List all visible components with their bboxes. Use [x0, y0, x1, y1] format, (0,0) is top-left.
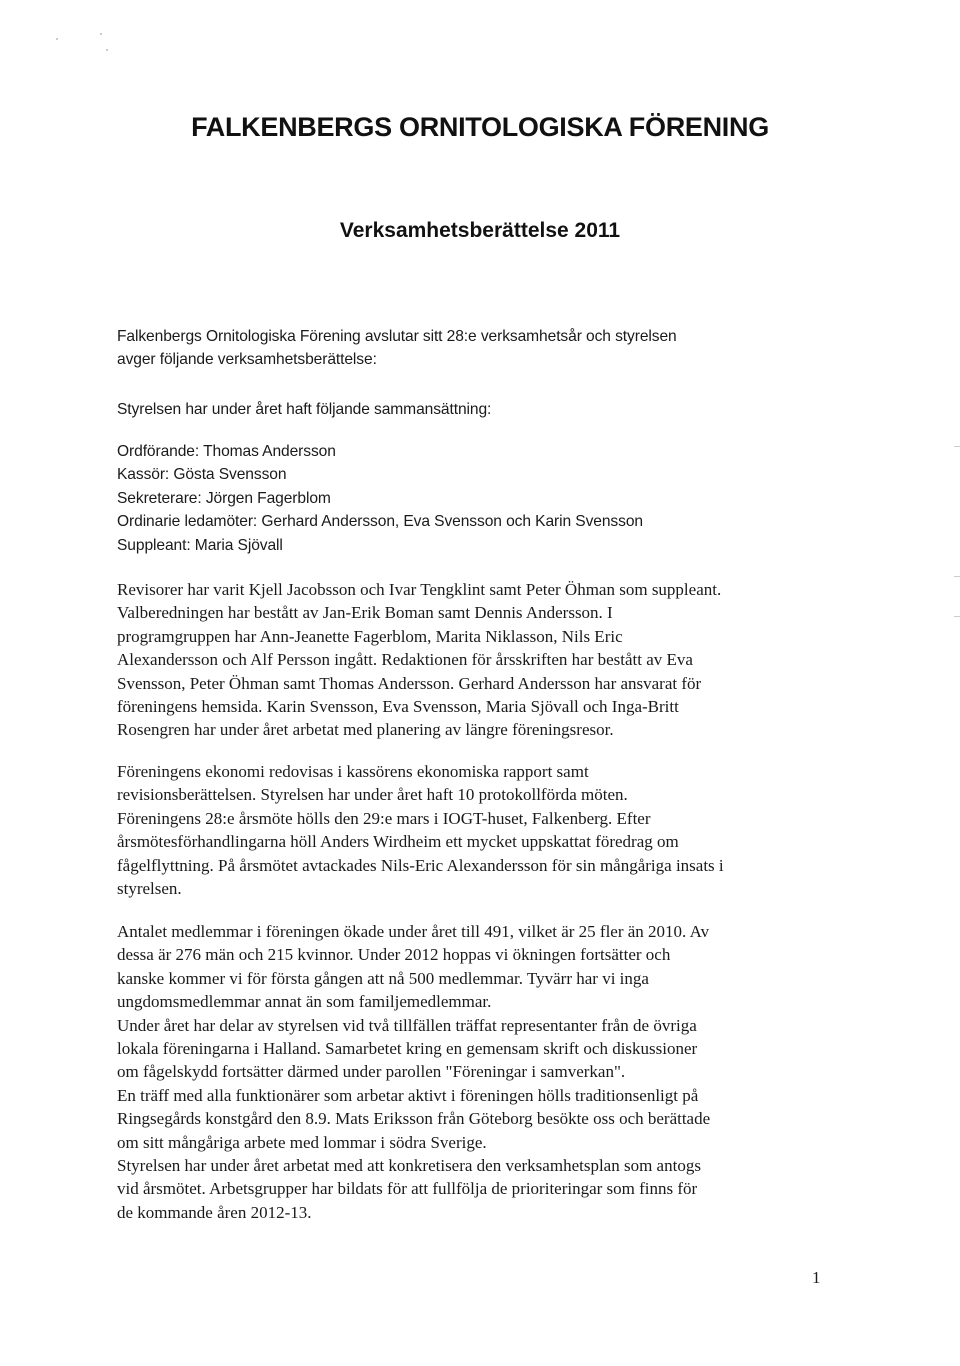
text-line: En träff med alla funktionärer som arbetar aktivt i föreningen hölls traditionsenligt på: [117, 1085, 699, 1105]
text-line: Revisorer har varit Kjell Jacobsson och Ivar Tengklint samt Peter Öhman som suppleant.: [117, 580, 722, 599]
text-line: Antalet medlemmar i föreningen ökade under året till 491, vilket är 25 fler än 2010. Av: [117, 922, 710, 941]
text-line: Under året har delar av styrelsen vid två tillfällen träffat representanter från de övriga: [117, 1015, 697, 1035]
text-line: Alexandersson och Alf Persson ingått. Redaktionen för årsskriften har bestått av Eva: [117, 650, 693, 670]
text-line: om fågelskydd fortsätter därmed under parollen "Föreningar i samverkan".: [117, 1062, 626, 1082]
text-line: dessa är 276 män och 215 kvinnor. Under 2012 hoppas vi ökningen fortsätter och: [117, 945, 671, 965]
board-members-list: [117, 440, 837, 557]
document-title: FALKENBERGS ORNITOLOGISKA FÖRENING: [191, 112, 769, 142]
text-line: om sitt mångåriga arbete med lommar i södra Sverige.: [117, 1132, 487, 1152]
text-line: Suppleant: Maria Sjövall: [117, 536, 283, 554]
scan-edge-mark: [954, 616, 960, 617]
scan-speck: [56, 38, 58, 40]
text-line: Valberedningen har bestått av Jan-Erik Boman samt Dennis Andersson. I: [117, 603, 613, 623]
scan-edge-mark: [954, 576, 960, 577]
scan-speck: [100, 33, 102, 35]
text-line: Ringsegårds konstgård den 8.9. Mats Eriksson från Göteborg besökte oss och berättade: [117, 1109, 711, 1129]
auditors-paragraph: [117, 578, 837, 742]
text-line: revisionsberättelsen. Styrelsen har under året haft 10 protokollförda möten.: [117, 785, 628, 805]
text-line: Svensson, Peter Öhman samt Thomas Andersson. Gerhard Andersson har ansvarat för: [117, 673, 702, 693]
document-subtitle: Verksamhetsberättelse 2011: [339, 219, 621, 242]
text-line: Kassör: Gösta Svensson: [117, 466, 287, 484]
economy-paragraph: [117, 760, 837, 900]
scan-edge-mark: [954, 446, 960, 447]
text-line: Rosengren har under året arbetat med planering av längre föreningsresor.: [117, 720, 614, 740]
scan-speck: [106, 49, 108, 51]
text-line: programgruppen har Ann-Jeanette Fagerblom, Marita Niklasson, Nils Eric: [117, 626, 623, 646]
page-number: 1: [812, 1268, 821, 1287]
text-line: ungdomsmedlemmar annat än som familjemedlemmar.: [117, 992, 492, 1012]
text-line: styrelsen.: [117, 879, 182, 899]
text-line: de kommande åren 2012-13.: [117, 1202, 312, 1222]
text-line: årsmötesförhandlingarna höll Anders Wirdheim ett mycket uppskattat föredrag om: [117, 832, 679, 852]
text-line: vid årsmötet. Arbetsgrupper har bildats för att fullfölja de prioriteringar som finns för: [117, 1179, 698, 1199]
text-line: Föreningens ekonomi redovisas i kassörens ekonomiska rapport samt: [117, 762, 589, 781]
text-line: fågelflyttning. På årsmötet avtackades Nils-Eric Alexandersson för sin mångåriga insats i: [117, 855, 724, 875]
text-line: föreningens hemsida. Karin Svensson, Eva Svensson, Maria Sjövall och Inga-Britt: [117, 697, 679, 717]
text-line: Falkenbergs Ornitologiska Förening avslutar sitt 28:e verksamhetsår och styrelsen: [117, 328, 677, 345]
members-paragraph: [117, 920, 837, 1224]
text-line: Sekreterare: Jörgen Fagerblom: [117, 489, 331, 507]
text-line: Styrelsen har under året arbetat med att konkretisera den verksamhetsplan som antogs: [117, 1156, 701, 1176]
text-line: kanske kommer vi för första gången att nå 500 medlemmar. Tyvärr har vi inga: [117, 968, 649, 988]
text-line: Föreningens 28:e årsmöte hölls den 29:e mars i IOGT-huset, Falkenberg. Efter: [117, 808, 651, 828]
board-intro-paragraph: [117, 398, 837, 421]
text-line: Styrelsen har under året haft följande sammansättning:: [117, 401, 492, 418]
text-line: lokala föreningarna i Halland. Samarbetet kring en gemensam skrift och diskussioner: [117, 1039, 698, 1059]
text-line: Ordinarie ledamöter: Gerhard Andersson, Eva Svensson och Karin Svensson: [117, 513, 643, 531]
text-line: avger följande verksamhetsberättelse:: [117, 351, 377, 369]
intro-paragraph: [117, 325, 837, 372]
text-line: Ordförande: Thomas Andersson: [117, 443, 336, 460]
